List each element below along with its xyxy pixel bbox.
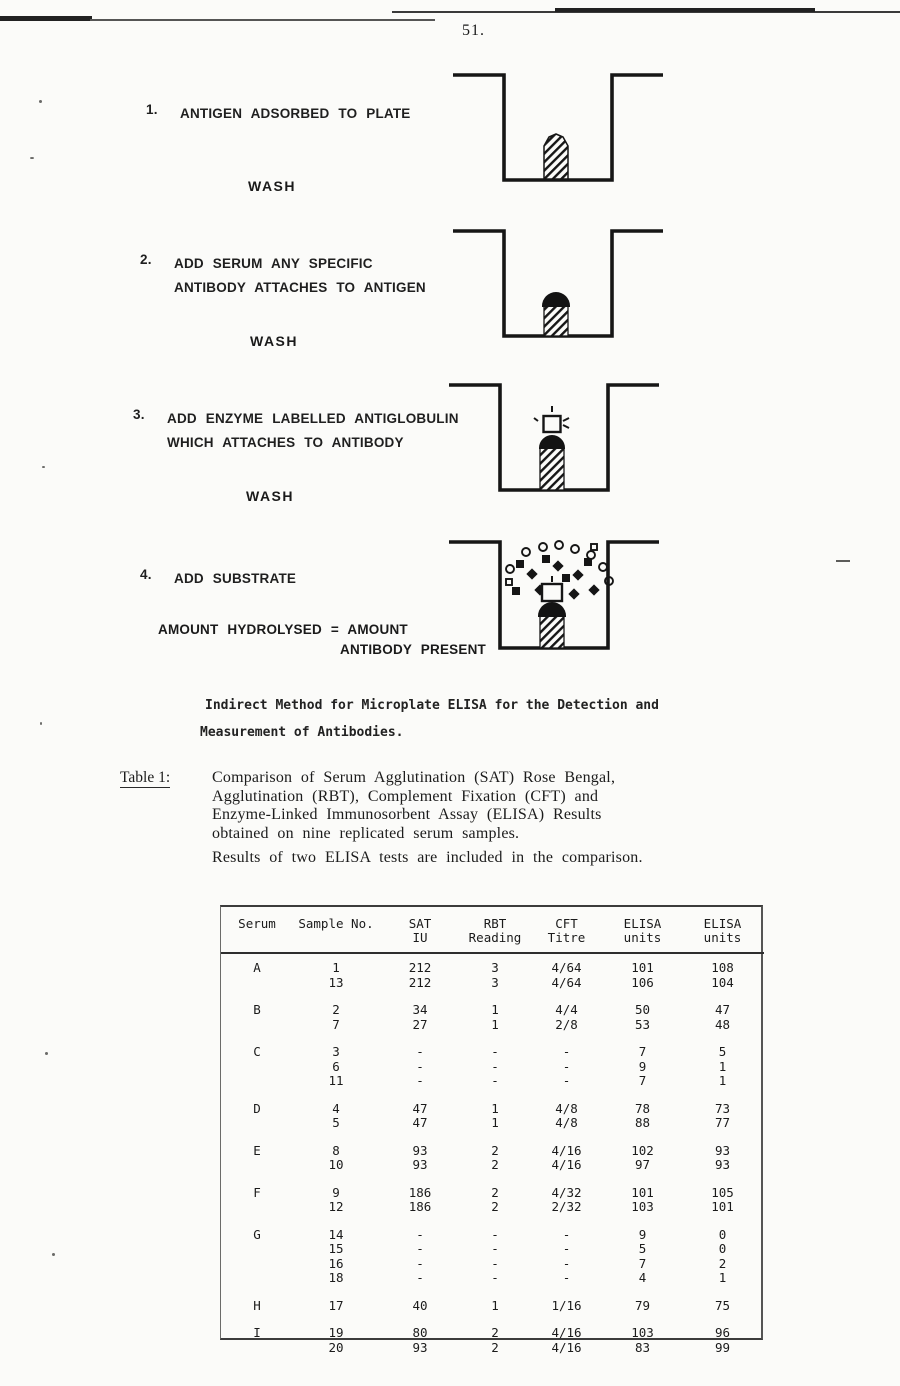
table-row	[221, 1200, 764, 1215]
table-cell: 1	[718, 1270, 727, 1285]
table-cell	[221, 1158, 293, 1173]
table-cell: 2/32	[551, 1199, 582, 1214]
step-4-text: ADD SUBSTRATE	[174, 571, 297, 586]
table-cell: 93	[412, 1157, 428, 1172]
table-cell: 83	[634, 1339, 651, 1355]
table-cell: 9	[638, 1058, 647, 1074]
hydrolysis-note-line1: AMOUNT HYDROLYSED = AMOUNT	[158, 622, 408, 637]
table-cell: 0	[718, 1226, 727, 1242]
step-3-label	[133, 407, 459, 455]
step-1-label	[146, 102, 411, 126]
table-cell: -	[562, 1270, 571, 1285]
table-cell: 105	[711, 1184, 734, 1200]
table-cell: 4/4	[555, 1002, 578, 1017]
scan-artifact	[42, 466, 45, 468]
step-3-number: 3.	[133, 407, 145, 422]
figure-caption-line2: Measurement of Antibodies.	[200, 725, 404, 740]
table-cell: 2	[491, 1325, 499, 1340]
results-table-body	[221, 953, 764, 1355]
table-cell: H	[253, 1297, 261, 1313]
table-cell: 15	[328, 1241, 344, 1256]
table-cell: 1	[491, 1115, 499, 1130]
table-cell: 4/64	[551, 960, 582, 975]
antigen-icon	[544, 134, 568, 179]
table-cell: -	[562, 1044, 571, 1059]
antigen-icon	[540, 448, 564, 490]
table-cell: 7	[638, 1044, 647, 1059]
scan-artifact	[40, 722, 42, 725]
table-label-text: Table 1:	[120, 769, 171, 786]
table-cell: -	[491, 1270, 499, 1285]
table-cell: 40	[412, 1297, 428, 1313]
table-cell: I	[253, 1325, 261, 1340]
table-header-row	[221, 907, 764, 953]
well-diagram-step-2	[452, 222, 664, 344]
table-cell: -	[416, 1270, 424, 1285]
scan-artifact	[0, 16, 92, 21]
table-cell: 20	[328, 1339, 344, 1355]
table-cell	[221, 1257, 293, 1272]
table-cell: 2	[491, 1157, 499, 1172]
table-cell: 75	[714, 1297, 731, 1313]
table-cell: D	[253, 1100, 261, 1116]
table-cell: 7	[638, 1073, 647, 1088]
table-cell: 77	[714, 1115, 731, 1130]
column-header-elisa-units-2: ELISA units	[681, 907, 764, 953]
results-table	[221, 907, 764, 1355]
table-cell: 186	[408, 1184, 432, 1200]
table-row	[221, 1089, 764, 1117]
table-cell	[221, 1116, 293, 1131]
table-cell: 104	[711, 974, 734, 990]
table-cell: 2	[718, 1255, 727, 1271]
table-cell: -	[562, 1241, 571, 1256]
table-cell: 4/64	[551, 974, 582, 990]
table-cell: -	[416, 1073, 424, 1088]
table-cell: 16	[328, 1255, 344, 1271]
column-header-serum: Serum	[221, 907, 293, 953]
table-cell: 50	[634, 1002, 651, 1017]
table-cell: 101	[631, 1184, 654, 1200]
table-cell: -	[562, 1058, 571, 1074]
table-cell: 9	[638, 1226, 647, 1242]
step-2-wash-label: WASH	[250, 333, 298, 349]
table-cell: 9	[332, 1184, 340, 1200]
table-cell: 7	[638, 1255, 647, 1271]
table-cell: -	[416, 1226, 424, 1242]
table-cell: 1	[332, 960, 340, 975]
table-cell: 2/8	[555, 1016, 578, 1032]
table-cell: 19	[328, 1325, 344, 1340]
step-3-text-line1: ADD ENZYME LABELLED ANTIGLOBULIN	[167, 411, 459, 426]
table-cell	[221, 1200, 293, 1215]
table-cell: 1	[718, 1073, 727, 1088]
table-cell: 34	[412, 1002, 428, 1017]
scan-artifact	[45, 1052, 48, 1055]
table-cell: 3	[491, 960, 499, 975]
table-cell: -	[416, 1241, 424, 1256]
table-cell: 4/16	[551, 1142, 582, 1158]
table-cell: 5	[718, 1044, 727, 1059]
table-cell: 2	[491, 1184, 499, 1200]
table-cell: -	[491, 1226, 499, 1242]
antigen-icon	[544, 306, 568, 336]
table-cell: A	[253, 960, 261, 975]
table-row	[221, 1074, 764, 1089]
step-1-wash-label: WASH	[248, 178, 296, 194]
table-row	[221, 990, 764, 1018]
table-cell: 2	[491, 1199, 499, 1214]
table-cell	[221, 1074, 293, 1089]
table-cell: 2	[491, 1142, 499, 1158]
results-table-box	[220, 905, 763, 1355]
table-cell: 99	[714, 1339, 731, 1355]
table-cell: 4	[332, 1100, 340, 1116]
column-header-elisa-units-1: ELISA units	[604, 907, 681, 953]
column-header-rbt-reading: RBT Reading	[461, 907, 529, 953]
table-cell: 47	[714, 1002, 731, 1017]
table-cell: 4/16	[551, 1325, 582, 1340]
step-1-text: ANTIGEN ADSORBED TO PLATE	[180, 106, 411, 121]
table-cell: 47	[412, 1100, 428, 1116]
well-diagram-step-4	[448, 528, 660, 656]
table-cell: -	[491, 1058, 499, 1074]
column-header-sat-iu: SAT IU	[379, 907, 461, 953]
table-cell: 101	[631, 960, 654, 975]
antibody-icon	[542, 292, 570, 307]
table-row	[221, 1313, 764, 1341]
table-cell	[221, 1242, 293, 1257]
table-cell: 88	[634, 1115, 651, 1130]
table-cell: 12	[328, 1199, 344, 1214]
table-cell: E	[253, 1142, 261, 1158]
table-cell: 4/16	[551, 1157, 582, 1172]
table-cell: G	[253, 1226, 261, 1242]
table-cell	[221, 1341, 293, 1356]
scan-artifact	[555, 8, 815, 12]
table-cell: -	[562, 1226, 571, 1242]
table-row	[221, 1341, 764, 1356]
table-cell: -	[491, 1241, 499, 1256]
table-title-line: Enzyme-Linked Immunosorbent Assay (ELISA) Results	[212, 806, 602, 823]
table-cell: 101	[711, 1199, 734, 1214]
step-4-number: 4.	[140, 567, 152, 582]
figure-caption-line1: Indirect Method for Microplate ELISA for the Detection and	[205, 698, 659, 713]
scan-artifact	[30, 157, 34, 159]
table-cell: 18	[328, 1270, 344, 1285]
table-cell: -	[416, 1255, 424, 1271]
table-cell: -	[491, 1255, 499, 1271]
table-cell: 103	[631, 1325, 654, 1340]
table-cell: 1	[491, 1100, 499, 1116]
enzyme-icon	[542, 576, 562, 601]
table-cell: 97	[634, 1157, 651, 1172]
table-label	[120, 769, 170, 787]
table-cell: 4/16	[551, 1339, 582, 1355]
table-cell: 2	[491, 1339, 499, 1355]
scan-artifact	[836, 560, 850, 562]
table-title-line: Comparison of Serum Agglutination (SAT) Rose Bengal,	[212, 769, 616, 786]
table-cell: 11	[328, 1073, 344, 1088]
table-cell: 17	[328, 1297, 344, 1313]
table-cell: 103	[631, 1199, 654, 1214]
table-cell: B	[253, 1002, 261, 1017]
table-cell: 96	[714, 1325, 731, 1340]
table-cell: 4/8	[555, 1100, 578, 1116]
antibody-icon	[538, 602, 566, 617]
table-cell: 13	[328, 974, 344, 990]
table-cell: 1	[491, 1002, 499, 1017]
step-3-wash-label: WASH	[246, 488, 294, 504]
table-cell	[221, 1060, 293, 1075]
scan-artifact	[52, 1253, 55, 1256]
table-row	[221, 1173, 764, 1201]
table-cell: 80	[412, 1325, 428, 1340]
table-cell: -	[562, 1073, 571, 1088]
well-diagram-step-3	[448, 376, 660, 498]
antibody-icon	[539, 435, 565, 449]
table-cell: 93	[714, 1157, 731, 1172]
table-cell: 6	[332, 1058, 340, 1074]
step-2-text-line2: ANTIBODY ATTACHES TO ANTIGEN	[174, 280, 426, 295]
table-cell: 108	[711, 960, 734, 975]
table-cell: 2	[332, 1002, 340, 1017]
table-cell: 4/8	[555, 1115, 578, 1130]
table-row	[221, 1116, 764, 1131]
table-cell	[221, 976, 293, 991]
step-2-text-line1: ADD SERUM ANY SPECIFIC	[174, 256, 373, 271]
table-cell: -	[491, 1044, 499, 1059]
table-cell: 53	[634, 1016, 651, 1032]
table-cell: 4	[638, 1270, 647, 1285]
table-cell: 47	[412, 1115, 428, 1130]
step-1-number: 1.	[146, 102, 158, 117]
table-cell: 5	[638, 1241, 647, 1256]
step-4-label	[140, 567, 296, 591]
table-row	[221, 976, 764, 991]
table-row	[221, 1271, 764, 1286]
table-cell: 48	[714, 1016, 731, 1032]
step-2-label	[140, 252, 426, 300]
table-cell: -	[416, 1058, 424, 1074]
table-row	[221, 1215, 764, 1243]
table-cell: 102	[631, 1142, 654, 1158]
table-title-line: Agglutination (RBT), Complement Fixation (CFT) and	[212, 787, 599, 805]
table-cell	[221, 1271, 293, 1286]
table-cell: 212	[408, 974, 432, 990]
well-diagram-step-1	[452, 66, 664, 188]
table-cell: 3	[491, 974, 499, 990]
table-cell: 1	[491, 1297, 499, 1313]
table-row	[221, 1060, 764, 1075]
table-title	[212, 769, 792, 843]
step-2-number: 2.	[140, 252, 152, 267]
table-cell	[221, 1018, 293, 1033]
table-cell: 8	[332, 1142, 340, 1158]
table-row	[221, 1286, 764, 1314]
table-row	[221, 1242, 764, 1257]
table-cell: 78	[634, 1100, 651, 1116]
table-cell: 93	[714, 1142, 731, 1158]
table-row	[221, 953, 764, 976]
table-cell: 1/16	[551, 1297, 582, 1313]
table-cell: 5	[332, 1115, 340, 1130]
table-cell: 0	[718, 1241, 727, 1256]
table-cell: -	[416, 1044, 424, 1059]
antigen-icon	[540, 616, 564, 648]
table-row	[221, 1131, 764, 1159]
table-cell: 3	[332, 1044, 340, 1059]
table-title-line: obtained on nine replicated serum samples.	[212, 824, 520, 842]
table-cell: 73	[714, 1100, 731, 1116]
table-cell: 14	[328, 1226, 344, 1242]
table-cell: 79	[634, 1297, 651, 1313]
table-cell: 212	[408, 960, 432, 975]
table-cell: 93	[412, 1142, 428, 1158]
scan-artifact	[39, 100, 42, 103]
hydrolysis-note-line2: ANTIBODY PRESENT	[340, 642, 486, 657]
table-cell: 93	[412, 1339, 428, 1355]
table-cell: F	[253, 1184, 261, 1200]
page-number: 51.	[462, 22, 485, 39]
table-cell: -	[562, 1255, 571, 1271]
table-cell: 10	[328, 1157, 344, 1172]
table-cell: 106	[631, 974, 654, 990]
table-cell: C	[253, 1044, 261, 1059]
column-header-cft-titre: CFT Titre	[529, 907, 604, 953]
table-cell: 4/32	[551, 1184, 582, 1200]
scan-artifact	[90, 19, 435, 21]
table-cell: 27	[412, 1016, 428, 1032]
table-row	[221, 1018, 764, 1033]
table-cell: 1	[491, 1016, 499, 1032]
enzyme-icon	[534, 406, 569, 432]
table-cell: 1	[718, 1058, 727, 1074]
table-row	[221, 1257, 764, 1272]
table-cell: 7	[332, 1016, 340, 1032]
table-cell: -	[491, 1073, 499, 1088]
table-subtitle: Results of two ELISA tests are included in the comparison.	[212, 849, 643, 866]
table-row	[221, 1032, 764, 1060]
step-3-text-line2: WHICH ATTACHES TO ANTIBODY	[167, 435, 404, 450]
table-cell: 186	[408, 1199, 432, 1214]
table-row	[221, 1158, 764, 1173]
column-header-sample-no: Sample No.	[293, 907, 379, 953]
